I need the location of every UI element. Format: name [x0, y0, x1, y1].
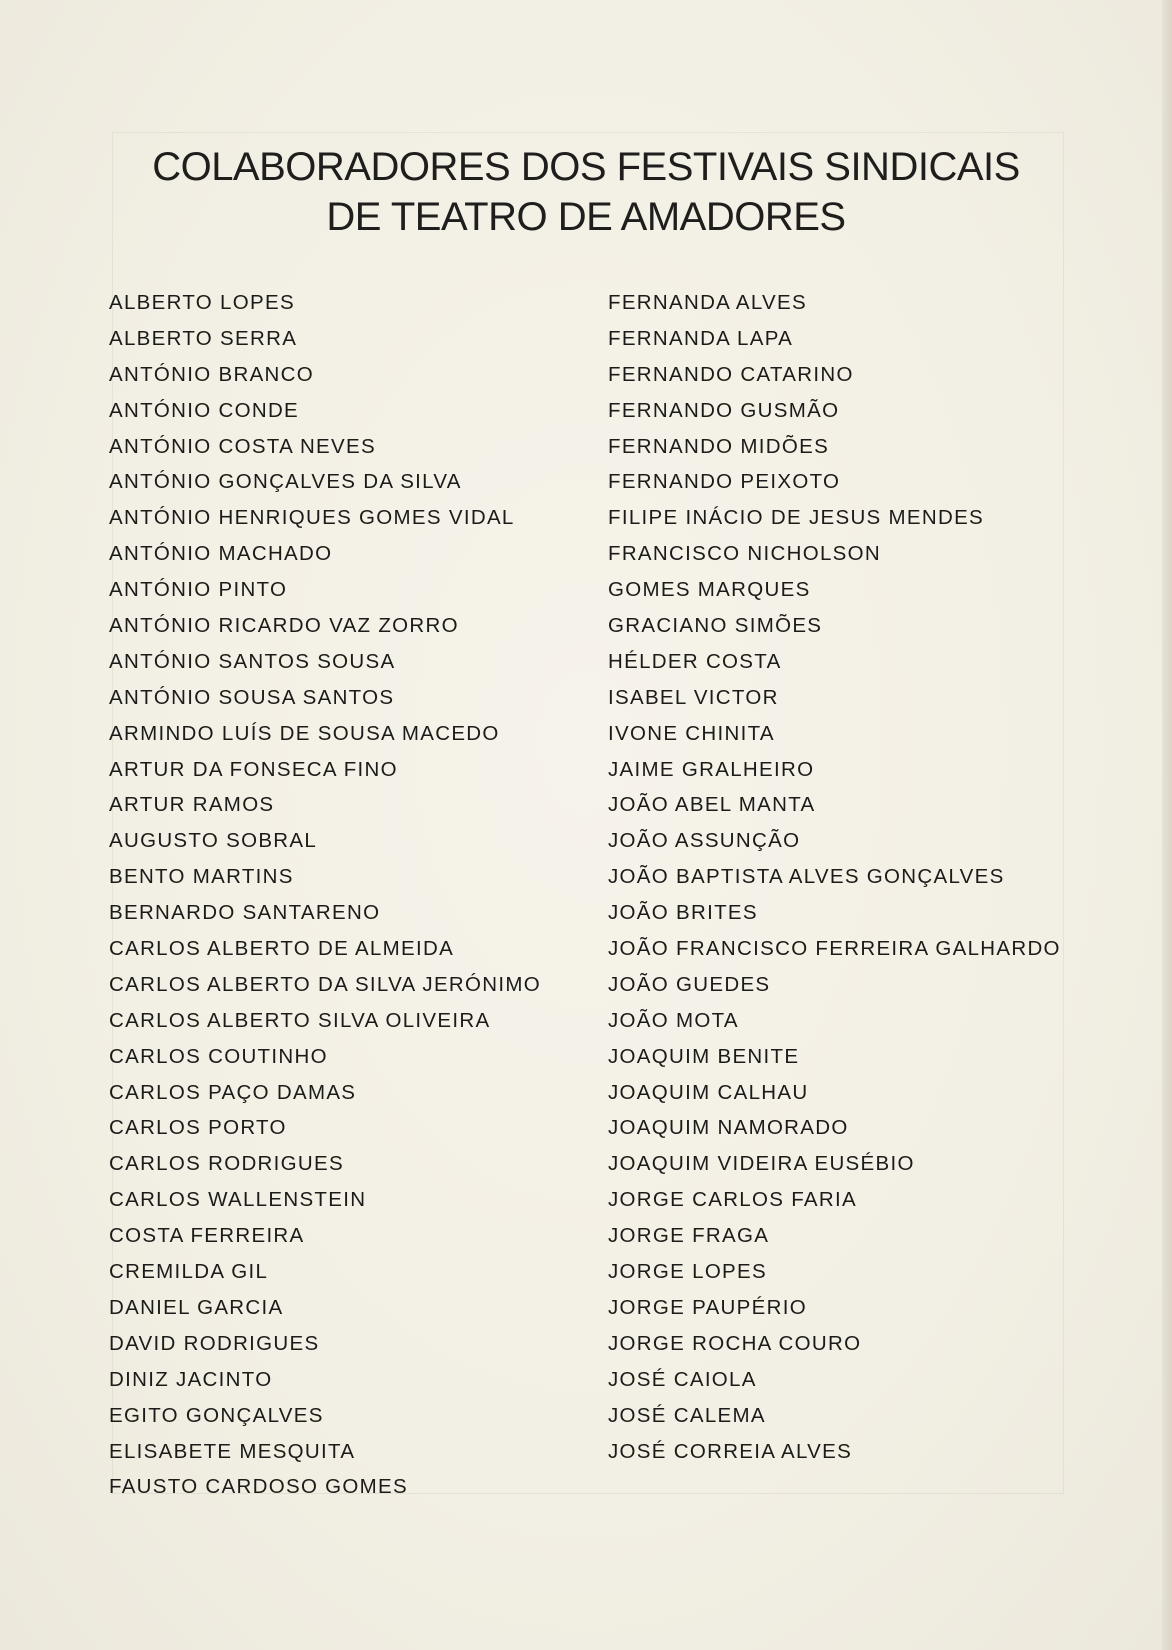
list-item: EGITO GONÇALVES	[109, 1403, 324, 1427]
list-item: ANTÓNIO SANTOS SOUSA	[109, 649, 396, 673]
list-item: CARLOS RODRIGUES	[109, 1152, 344, 1176]
list-item: GOMES MARQUES	[608, 578, 811, 602]
list-item: DINIZ JACINTO	[109, 1367, 273, 1391]
list-item: JOAQUIM NAMORADO	[608, 1116, 849, 1140]
list-item: DANIEL GARCIA	[109, 1295, 284, 1319]
list-item: ANTÓNIO HENRIQUES GOMES VIDAL	[109, 506, 515, 530]
list-item: ANTÓNIO SOUSA SANTOS	[109, 685, 395, 709]
list-item: ALBERTO SERRA	[109, 326, 298, 350]
list-item: ISABEL VICTOR	[608, 685, 779, 709]
list-item: JORGE CARLOS FARIA	[608, 1188, 857, 1212]
list-item: AUGUSTO SOBRAL	[109, 829, 318, 853]
list-item: JOÃO FRANCISCO FERREIRA GALHARDO	[608, 937, 1061, 961]
list-item: JORGE LOPES	[608, 1260, 767, 1284]
list-item: FAUSTO CARDOSO GOMES	[109, 1475, 408, 1499]
list-item: JOAQUIM CALHAU	[608, 1080, 809, 1104]
page-title	[0, 142, 1172, 242]
list-item: JORGE ROCHA COURO	[608, 1331, 862, 1355]
list-item: JOÃO GUEDES	[608, 972, 771, 996]
list-item: HÉLDER COSTA	[608, 649, 782, 673]
list-item: ALBERTO LOPES	[109, 291, 295, 314]
list-item: GRACIANO SIMÕES	[608, 614, 823, 638]
list-item: JORGE FRAGA	[608, 1224, 770, 1248]
list-item: JORGE PAUPÉRIO	[608, 1295, 807, 1319]
list-item: ARMINDO LUÍS DE SOUSA MACEDO	[109, 721, 500, 745]
list-item: CARLOS ALBERTO SILVA OLIVEIRA	[109, 1008, 491, 1032]
list-item: ANTÓNIO MACHADO	[109, 542, 333, 566]
list-item: ANTÓNIO RICARDO VAZ ZORRO	[109, 614, 459, 638]
list-item: CARLOS ALBERTO DA SILVA JERÓNIMO	[109, 972, 541, 996]
list-item: JOÃO BAPTISTA ALVES GONÇALVES	[608, 865, 1005, 889]
list-item: JOSÉ CALEMA	[608, 1403, 766, 1427]
page-edge	[1162, 0, 1172, 1650]
list-item: JOÃO MOTA	[608, 1008, 739, 1032]
list-item: FERNANDO GUSMÃO	[608, 398, 840, 422]
list-item: CARLOS ALBERTO DE ALMEIDA	[109, 937, 455, 961]
title-line-1: COLABORADORES DOS FESTIVAIS SINDICAIS	[152, 145, 1020, 189]
list-item: FERNANDA ALVES	[608, 291, 807, 314]
list-item: IVONE CHINITA	[608, 721, 775, 745]
list-item: ANTÓNIO GONÇALVES DA SILVA	[109, 470, 462, 494]
list-item: BENTO MARTINS	[109, 865, 294, 889]
list-item: JOAQUIM BENITE	[608, 1044, 800, 1068]
list-item: FRANCISCO NICHOLSON	[608, 542, 882, 566]
list-item: ARTUR DA FONSECA FINO	[109, 757, 398, 781]
list-item: JAIME GRALHEIRO	[608, 757, 815, 781]
list-item: FERNANDO MIDÕES	[608, 434, 830, 458]
list-item: FERNANDO CATARINO	[608, 362, 854, 386]
list-item: JOÃO ABEL MANTA	[608, 793, 816, 817]
list-item: ANTÓNIO CONDE	[109, 398, 300, 422]
list-item: DAVID RODRIGUES	[109, 1331, 320, 1355]
list-item: FERNANDO PEIXOTO	[608, 470, 841, 494]
list-item: JOSÉ CAIOLA	[608, 1367, 757, 1391]
list-item: ANTÓNIO BRANCO	[109, 362, 314, 386]
list-item: ANTÓNIO COSTA NEVES	[109, 434, 376, 458]
list-item: CARLOS PAÇO DAMAS	[109, 1080, 357, 1104]
list-item: COSTA FERREIRA	[109, 1224, 305, 1248]
list-item: FILIPE INÁCIO DE JESUS MENDES	[608, 506, 985, 530]
title-line-2: DE TEATRO DE AMADORES	[326, 195, 846, 239]
list-item: BERNARDO SANTARENO	[109, 901, 381, 925]
list-item: JOSÉ CORREIA ALVES	[608, 1439, 853, 1463]
list-item: ELISABETE MESQUITA	[109, 1439, 356, 1463]
list-item: FERNANDA LAPA	[608, 326, 794, 350]
list-item: CARLOS COUTINHO	[109, 1044, 328, 1068]
list-item: ANTÓNIO PINTO	[109, 578, 288, 602]
list-item: CARLOS WALLENSTEIN	[109, 1188, 367, 1212]
list-item: ARTUR RAMOS	[109, 793, 275, 817]
list-item: CARLOS PORTO	[109, 1116, 287, 1140]
list-item: JOAQUIM VIDEIRA EUSÉBIO	[608, 1152, 915, 1176]
names-list-right	[608, 285, 1078, 1469]
names-list-left	[109, 285, 589, 1505]
list-item: CREMILDA GIL	[109, 1260, 269, 1284]
list-item: JOÃO BRITES	[608, 901, 758, 925]
list-item: JOÃO ASSUNÇÃO	[608, 829, 801, 853]
